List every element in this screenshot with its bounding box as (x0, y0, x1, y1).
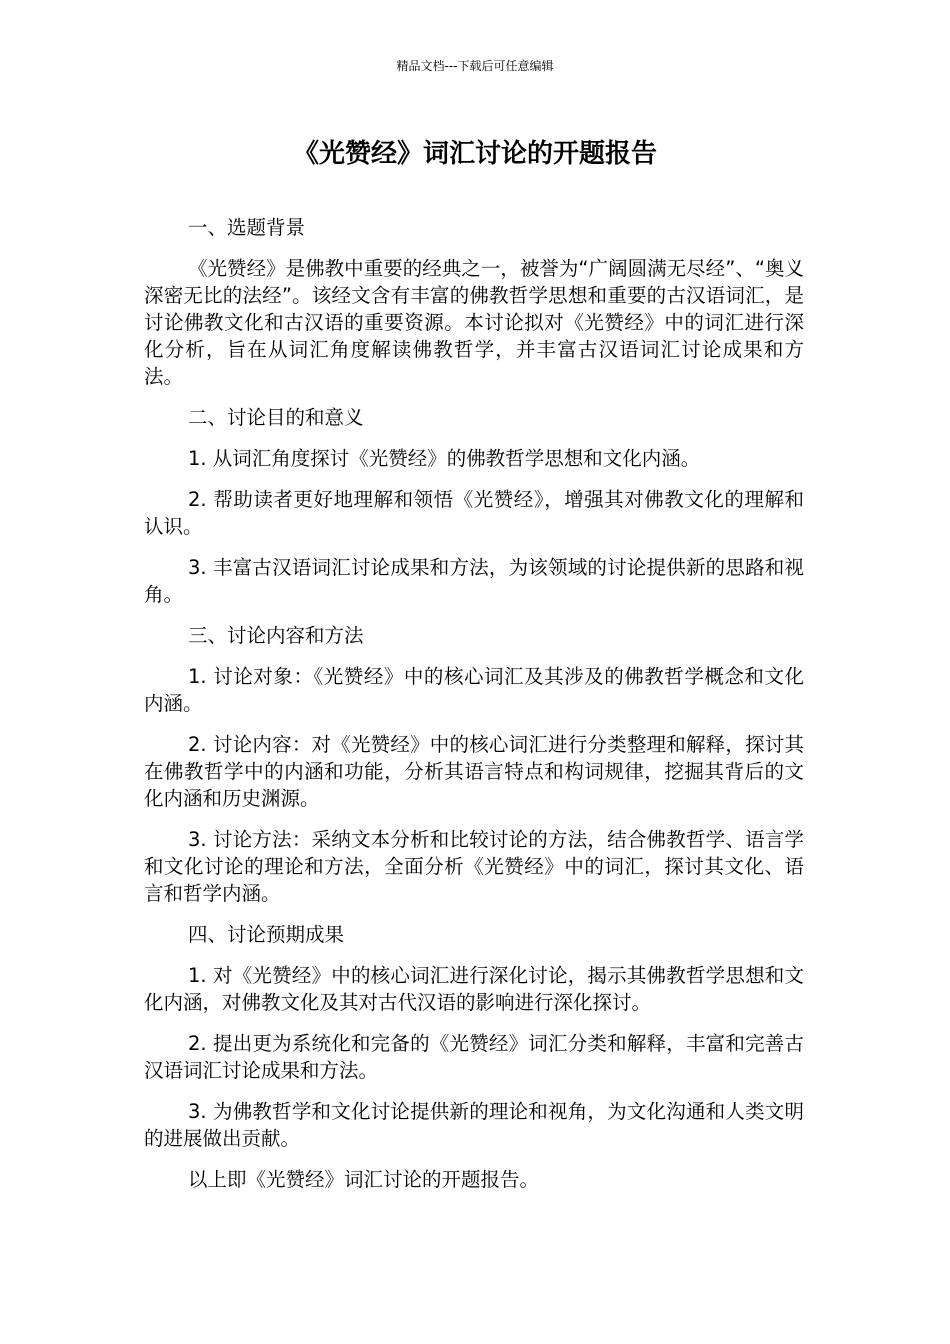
section-heading-expected-results: 四、讨论预期成果 (188, 923, 345, 946)
document-title: 《光赞经》词汇讨论的开题报告 (292, 139, 657, 169)
purpose-item-2: 2. 帮助读者更好地理解和领悟《光赞经》，增强其对佛教文化的理解和认识。 (144, 488, 804, 538)
content-item-2: 2. 讨论内容：对《光赞经》中的核心词汇进行分类整理和解释，探讨其在佛教哲学中的内涵和功能，分析其语言特点和构词规律，挖掘其背后的文化内涵和历史渊源。 (144, 733, 804, 810)
content-item-1: 1. 讨论对象：《光赞经》中的核心词汇及其涉及的佛教哲学概念和文化内涵。 (144, 665, 804, 715)
purpose-item-1: 1. 从词汇角度探讨《光赞经》的佛教哲学思想和文化内涵。 (188, 447, 701, 470)
section-heading-purpose: 二、讨论目的和意义 (188, 406, 364, 429)
purpose-item-3: 3. 丰富古汉语词汇讨论成果和方法，为该领域的讨论提供新的思路和视角。 (144, 556, 804, 606)
page-header: 精品文档---下载后可任意编辑 (396, 59, 554, 73)
content-item-3: 3. 讨论方法：采纳文本分析和比较讨论的方法，结合佛教哲学、语言学和文化讨论的理论和方法，全面分析《光赞经》中的词汇，探讨其文化、语言和哲学内涵。 (144, 828, 804, 905)
section-heading-content-methods: 三、讨论内容和方法 (188, 624, 364, 647)
document-body (144, 214, 804, 1207)
paragraph-background: 《光赞经》是佛教中重要的经典之一，被誉为“广阔圆满无尽经”、“奥义深密无比的法经”。该经文含有丰富的佛教哲学思想和重要的古汉语词汇，是讨论佛教文化和古汉语的重要资源。本讨论拟对《光赞经》中的词汇进行深化分析，旨在从词汇角度解读佛教哲学，并丰富古汉语词汇讨论成果和方法。 (144, 257, 804, 388)
section-heading-background: 一、选题背景 (188, 216, 306, 239)
result-item-3: 3. 为佛教哲学和文化讨论提供新的理论和视角，为文化沟通和人类文明的进展做出贡献。 (144, 1100, 804, 1150)
result-item-2: 2. 提出更为系统化和完备的《光赞经》词汇分类和解释，丰富和完善古汉语词汇讨论成果和方法。 (144, 1032, 804, 1082)
result-item-1: 1. 对《光赞经》中的核心词汇进行深化讨论，揭示其佛教哲学思想和文化内涵，对佛教文化及其对古代汉语的影响进行深化探讨。 (144, 964, 804, 1014)
closing-paragraph: 以上即《光赞经》词汇讨论的开题报告。 (188, 1168, 540, 1191)
